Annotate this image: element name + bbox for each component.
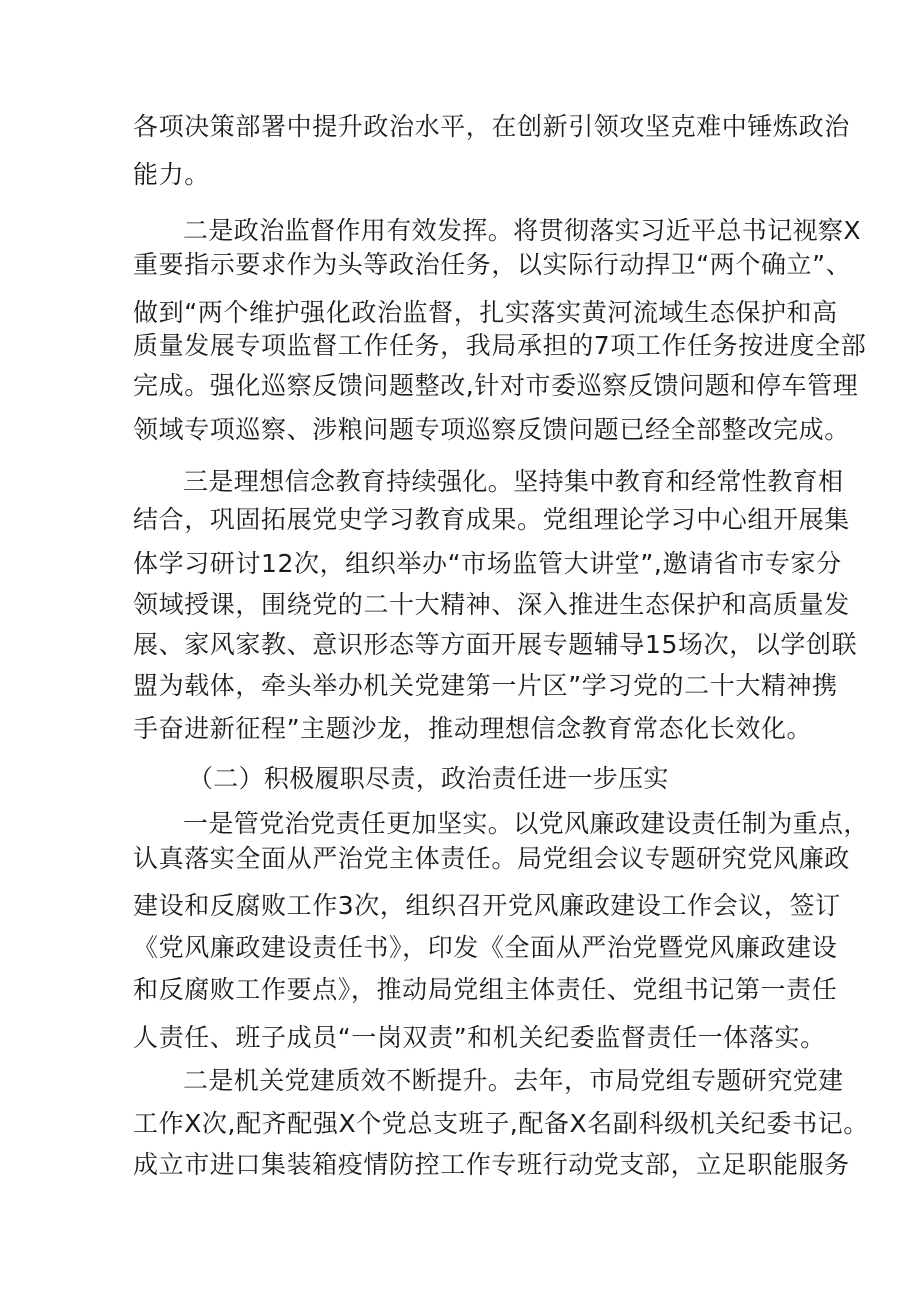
text-line: 领域授课，围绕党的二十大精神、深入推进生态保护和高质量发 <box>133 590 850 619</box>
paragraph-first-line: 二是政治监督作用有效发挥。将贯彻落实习近平总书记视察X <box>183 216 861 245</box>
text-line: 质量发展专项监督工作任务，我局承担的7项工作任务按进度全部 <box>133 331 867 360</box>
text-line: 各项决策部署中提升政治水平，在创新引领攻坚克难中锤炼政治 <box>133 112 850 141</box>
text-line: 手奋进新征程”主题沙龙，推动理想信念教育常态化长效化。 <box>133 714 813 743</box>
text-line: 和反腐败工作要点》，推动局党组主体责任、党组书记第一责任 <box>133 975 838 1004</box>
text-line: 人责任、班子成员“一岗双责”和机关纪委监督责任一体落实。 <box>133 1023 826 1052</box>
text-line: 结合，巩固拓展党史学习教育成果。党组理论学习中心组开展集 <box>133 505 850 534</box>
paragraph-first-line: 二是机关党建质效不断提升。去年，市局党组专题研究党建 <box>183 1066 844 1095</box>
text-line: 领域专项巡察、涉粮问题专项巡察反馈问题已经全部整改完成。 <box>133 415 850 444</box>
text-line: 能力。 <box>133 160 210 189</box>
text-line: 展、家风家教、意识形态等方面开展专题辅导15场次，以学创联 <box>133 630 858 659</box>
text-line: 重要指示要求作为头等政治任务，以实际行动捍卫“两个确立”、 <box>133 250 852 279</box>
text-line: 建设和反腐败工作3次，组织召开党风廉政建设工作会议，签订 <box>133 891 841 920</box>
text-line: 《党风廉政建设责任书》，印发《全面从严治党暨党风廉政建设 <box>133 933 838 962</box>
text-line: 完成。强化巡察反馈问题整改,针对市委巡察反馈问题和停车管理 <box>133 371 859 400</box>
text-line: 成立市进口集装箱疫情防控工作专班行动党支部，立足职能服务 <box>133 1150 850 1179</box>
section-heading: （二）积极履职尽责，政治责任进一步压实 <box>188 764 669 793</box>
text-line: 工作X次,配齐配强X个党总支班子,配备X名副科级机关纪委书记。 <box>133 1109 869 1138</box>
text-line: 做到“两个维护强化政治监督，扎实落实黄河流域生态保护和高 <box>133 298 838 327</box>
text-line: 体学习研讨12次，组织举办“市场监管大讲堂”,邀请省市专家分 <box>133 549 842 578</box>
text-line: 盟为载体，牵头举办机关党建第一片区”学习党的二十大精神携 <box>133 671 838 700</box>
paragraph-first-line: 三是理想信念教育持续强化。坚持集中教育和经常性教育相 <box>183 467 844 496</box>
text-line: 认真落实全面从严治党主体责任。局党组会议专题研究党风廉政 <box>133 844 850 873</box>
paragraph-first-line: 一是管党治党责任更加坚实。以党风廉政建设责任制为重点， <box>183 809 869 838</box>
